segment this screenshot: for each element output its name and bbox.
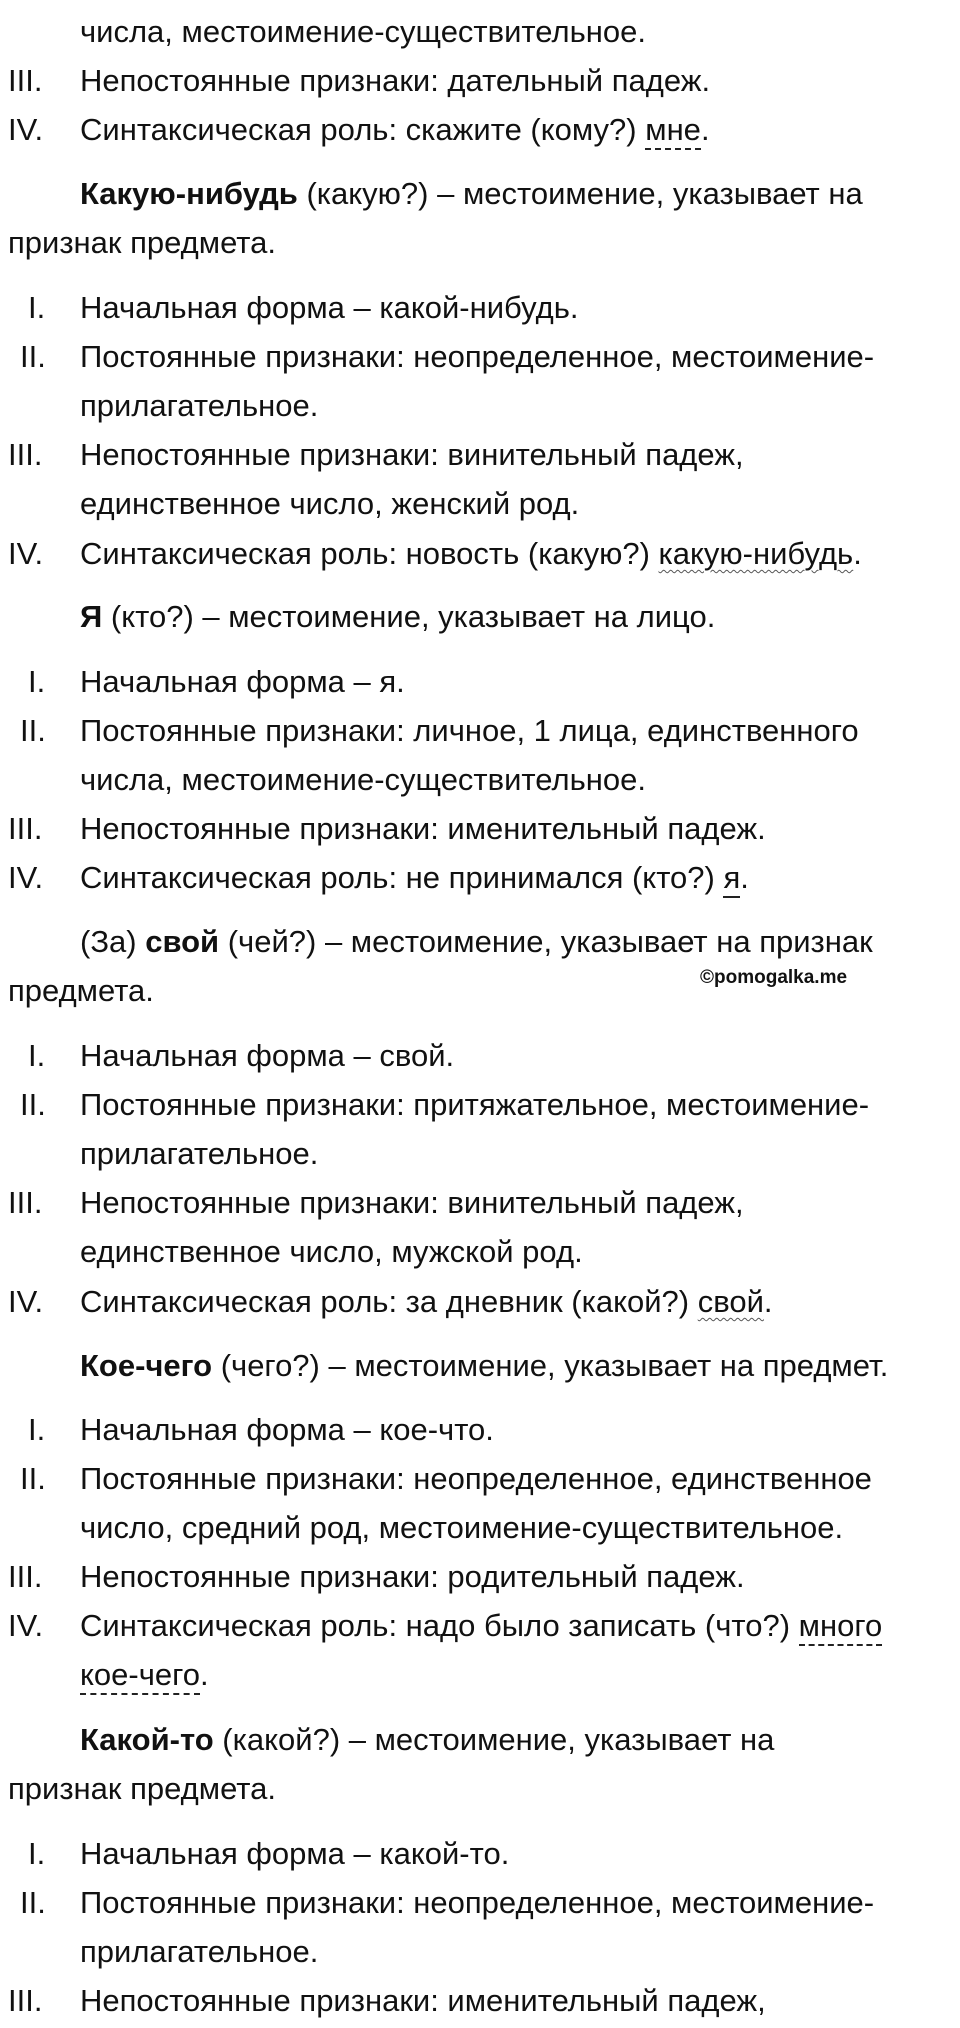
underlined-word: много	[799, 1608, 883, 1646]
heading-line: Кое-чего (чего?) – местоимение, указывает на предмет.	[80, 1348, 889, 1383]
item-number: II.	[20, 1461, 46, 1496]
heading-line-2: признак предмета.	[8, 225, 276, 260]
heading-line: Какую-нибудь (какую?) – местоимение, указывает на	[80, 176, 863, 211]
underlined-word: кое-чего	[80, 1657, 200, 1695]
item-text: Постоянные признаки: личное, 1 лица, единственного	[80, 713, 859, 748]
item-text-cont: прилагательное.	[80, 1934, 319, 1969]
item-number: III.	[8, 811, 43, 846]
item-number: III.	[8, 437, 43, 472]
item-text: Непостоянные признаки: родительный падеж.	[80, 1559, 745, 1594]
heading-line: (За) свой (чей?) – местоимение, указывает на признак	[80, 924, 873, 959]
continuation-line: числа, местоимение-существительное.	[80, 14, 646, 49]
item-number: I.	[28, 664, 46, 699]
heading-word: Я	[80, 599, 103, 634]
item-text: Начальная форма – какой-нибудь.	[80, 290, 579, 325]
underlined-word: свой	[697, 1284, 764, 1319]
heading-line-2: предмета.	[8, 973, 154, 1008]
item-text: Постоянные признаки: притяжательное, местоимение-	[80, 1087, 870, 1122]
item-text: Начальная форма – свой.	[80, 1038, 455, 1073]
item-text: Непостоянные признаки: дательный падеж.	[80, 63, 711, 98]
item-number: IV.	[8, 536, 44, 571]
item-text: Непостоянные признаки: винительный падеж,	[80, 1185, 744, 1220]
item-text: Постоянные признаки: неопределенное, местоимение-	[80, 339, 875, 374]
item-number: IV.	[8, 1284, 44, 1319]
item-number: IV.	[8, 1608, 44, 1643]
item-text: Непостоянные признаки: именительный падеж,	[80, 1983, 766, 2018]
underlined-word: какую-нибудь	[658, 536, 854, 571]
item-text: Начальная форма – я.	[80, 664, 405, 699]
heading-word: Кое-чего	[80, 1348, 213, 1383]
item-number: II.	[20, 339, 46, 374]
underlined-word: я	[723, 860, 740, 898]
item-text-cont: прилагательное.	[80, 1136, 319, 1171]
item-number: III.	[8, 63, 43, 98]
heading-word: свой	[145, 924, 220, 959]
item-text-cont: единственное число, женский род.	[80, 486, 580, 521]
underlined-word: мне	[645, 112, 701, 150]
item-number: I.	[28, 290, 46, 325]
watermark: ©pomogalka.me	[700, 967, 848, 988]
item-text: Синтаксическая роль: скажите (кому?) мне.	[80, 110, 710, 150]
item-text-cont: кое-чего.	[80, 1655, 209, 1695]
item-text: Синтаксическая роль: новость (какую?) какую-нибудь.	[80, 536, 862, 571]
heading-word: Какую-нибудь	[80, 176, 298, 211]
item-number: II.	[20, 713, 46, 748]
heading-word: Какой-то	[80, 1722, 214, 1757]
heading-line: Какой-то (какой?) – местоимение, указывает на	[80, 1722, 775, 1757]
item-text-cont: единственное число, мужской род.	[80, 1234, 583, 1269]
item-number: III.	[8, 1983, 43, 2018]
item-text: Постоянные признаки: неопределенное, единственное	[80, 1461, 872, 1496]
item-number: IV.	[8, 860, 44, 895]
item-number: I.	[28, 1412, 46, 1447]
item-text: Синтаксическая роль: надо было записать (что?) много	[80, 1606, 882, 1646]
item-text: Непостоянные признаки: именительный падеж.	[80, 811, 766, 846]
item-text: Синтаксическая роль: за дневник (какой?) свой.	[80, 1284, 773, 1319]
item-text: Синтаксическая роль: не принимался (кто?) я.	[80, 858, 749, 898]
item-number: I.	[28, 1038, 46, 1073]
item-number: IV.	[8, 112, 44, 147]
item-text: Начальная форма – какой-то.	[80, 1836, 510, 1871]
item-text: Постоянные признаки: неопределенное, местоимение-	[80, 1885, 875, 1920]
heading-line: Я (кто?) – местоимение, указывает на лицо.	[80, 599, 716, 634]
item-number: II.	[20, 1087, 46, 1122]
item-number: III.	[8, 1559, 43, 1594]
item-text-cont: число, средний род, местоимение-существительное.	[80, 1510, 844, 1545]
item-text-cont: числа, местоимение-существительное.	[80, 762, 646, 797]
item-text: Начальная форма – кое-что.	[80, 1412, 494, 1447]
heading-line-2: признак предмета.	[8, 1771, 276, 1806]
item-number: II.	[20, 1885, 46, 1920]
item-text-cont: прилагательное.	[80, 388, 319, 423]
item-text: Непостоянные признаки: винительный падеж,	[80, 437, 744, 472]
item-number: III.	[8, 1185, 43, 1220]
item-number: I.	[28, 1836, 46, 1871]
